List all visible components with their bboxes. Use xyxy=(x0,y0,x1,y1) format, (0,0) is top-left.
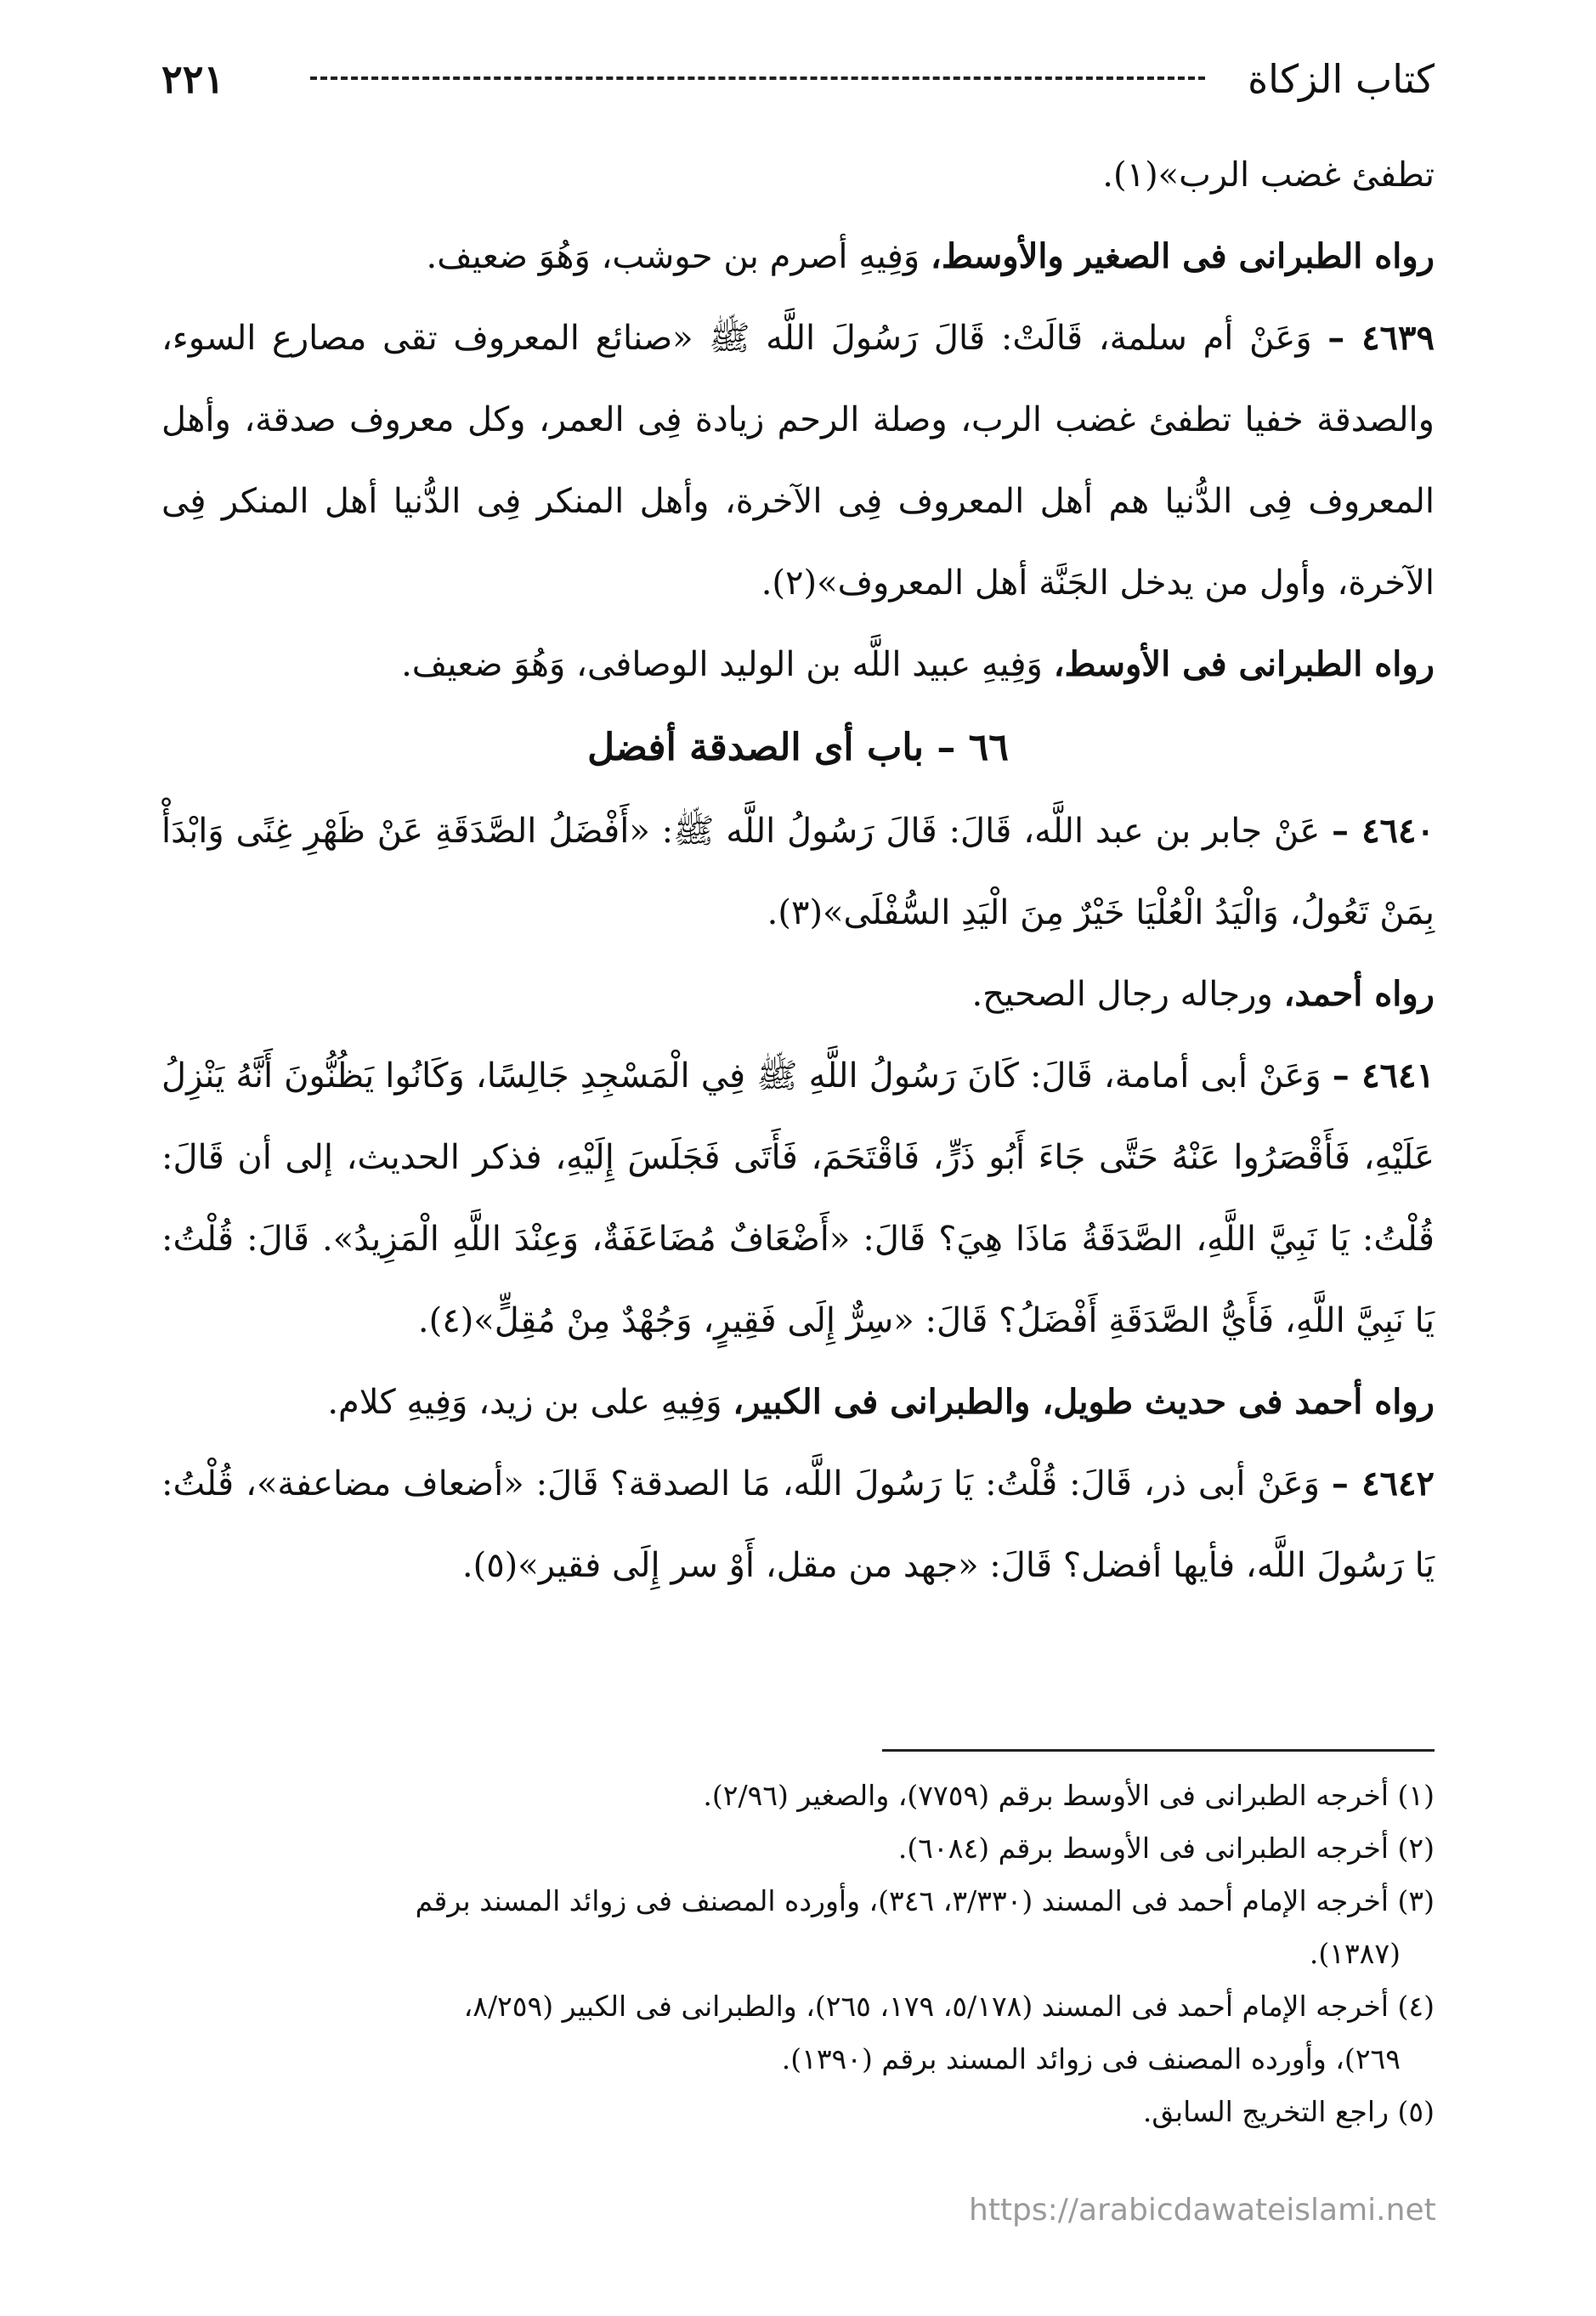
hadith-number: ٤٦٤١ – xyxy=(1332,1056,1435,1096)
source-note xyxy=(161,1362,1435,1443)
source-text: وَفِيهِ عبيد اللَّه بن الوليد الوصافى، وَهُوَ ضعيف. xyxy=(401,645,1054,684)
footnote-separator xyxy=(882,1749,1435,1752)
source-text: وَفِيهِ أصرم بن حوشب، وَهُوَ ضعيف. xyxy=(426,237,931,276)
page-number: ٢٢١ xyxy=(161,56,225,102)
hadith-paragraph xyxy=(161,790,1435,954)
footnote-text: (١) أخرجه الطبرانى فى الأوسط برقم (٧٧٥٩)، والصغير (٢/٩٦). xyxy=(703,1779,1435,1812)
hadith-text: وَعَنْ أبى ذر، قَالَ: قُلْتُ: يَا رَسُولَ اللَّه، مَا الصدقة؟ قَالَ: «أضعاف مضاعفة»، قُلْتُ: يَا رَسُولَ اللَّه، فأيها أفضل؟ قَالَ: «جهد من مقل، أَوْ سر إِلَى فقير»(٥). xyxy=(161,1464,1435,1585)
footnote-text: (٥) راجع التخريج السابق. xyxy=(1142,2095,1435,2128)
source-text: وَفِيهِ على بن زيد، وَفِيهِ كلام. xyxy=(327,1383,733,1422)
footnote-text: (٣) أخرجه الإمام أحمد فى المسند (٣/٣٣٠، ٣٤٦)، وأورده المصنف فى زوائد المسند برقم xyxy=(415,1884,1435,1917)
source-lead: رواه الطبرانى فى الأوسط، xyxy=(1053,644,1435,684)
main-text xyxy=(161,134,1435,1606)
footnote xyxy=(161,1980,1435,2086)
page-header xyxy=(161,49,1435,109)
header-dashed-rule xyxy=(310,76,1205,80)
source-lead: رواه أحمد فى حديث طويل، والطبرانى فى الكبير، xyxy=(733,1382,1435,1422)
hadith-number: ٤٦٣٩ – xyxy=(1327,318,1435,358)
source-note xyxy=(161,954,1435,1035)
footnote xyxy=(161,1770,1435,1822)
hadith-text: وَعَنْ أبى أمامة، قَالَ: كَانَ رَسُولُ اللَّهِ ﷺ فِي الْمَسْجِدِ جَالِسًا، وَكَانُوا يَظُنُّونَ أَنَّهُ يَنْزِلُ عَلَيْهِ، فَأَقْصَرُوا عَنْهُ حَتَّى جَاءَ أَبُو ذَرٍّ، فَاقْتَحَمَ، فَأَتَى فَجَلَسَ إِلَيْهِ، فذكر الحديث، إلى أن قَالَ: قُلْتُ: يَا نَبِيَّ اللَّهِ، الصَّدَقَةُ مَاذَا هِيَ؟ قَالَ: «أَضْعَافٌ مُضَاعَفَةٌ، وَعِنْدَ اللَّهِ الْمَزِيدُ». قَالَ: قُلْتُ: يَا نَبِيَّ اللَّهِ، فَأَيُّ الصَّدَقَةِ أَفْضَلُ؟ قَالَ: «سِرٌّ إِلَى فَقِيرٍ، وَجُهْدٌ مِنْ مُقِلٍّ»(٤). xyxy=(161,1056,1435,1340)
hadith-text: وَعَنْ أم سلمة، قَالَتْ: قَالَ رَسُولَ اللَّه ﷺ «صنائع المعروف تقى مصارع السوء، والصدقة خفيا تطفئ غضب الرب، وصلة الرحم زيادة فِى العمر، وكل معروف صدقة، وأهل المعروف فِى الدُّنيا هم أهل المعروف فِى الآخرة، وأهل المنكر فِى الدُّنيا أهل المنكر فِى الآخرة، وأول من يدخل الجَنَّة أهل المعروف»(٢). xyxy=(161,319,1435,603)
source-note xyxy=(161,624,1435,705)
footnote-continuation: (١٣٨٧). xyxy=(1309,1937,1401,1970)
hadith-paragraph xyxy=(161,1443,1435,1606)
footnote-text: (٤) أخرجه الإمام أحمد فى المسند (٥/١٧٨، ١٧٩، ٢٦٥)، والطبرانى فى الكبير (٨/٢٥٩، xyxy=(463,1990,1435,2023)
paragraph-continuation xyxy=(161,134,1435,216)
source-lead: رواه أحمد، xyxy=(1283,974,1435,1014)
source-note xyxy=(161,216,1435,297)
footnote-text: (٢) أخرجه الطبرانى فى الأوسط برقم (٦٠٨٤). xyxy=(897,1832,1435,1865)
source-lead: رواه الطبرانى فى الصغير والأوسط، xyxy=(930,236,1435,276)
running-title: كتاب الزكاة xyxy=(1248,56,1435,102)
hadith-number: ٤٦٤٢ – xyxy=(1331,1464,1435,1503)
hadith-paragraph xyxy=(161,1035,1435,1362)
source-text: ورجاله رجال الصحيح. xyxy=(971,975,1284,1014)
footnote xyxy=(161,1875,1435,1980)
chapter-heading: ٦٦ – باب أى الصدقة أفضل xyxy=(587,726,1009,769)
paragraph-text: تطفئ غضب الرب»(١). xyxy=(1102,156,1435,195)
watermark-url: https://arabicdawateislami.net xyxy=(969,2193,1436,2228)
footnote xyxy=(161,1822,1435,1875)
hadith-paragraph xyxy=(161,297,1435,624)
footnotes xyxy=(161,1770,1435,2138)
hadith-text: عَنْ جابر بن عبد اللَّه، قَالَ: قَالَ رَسُولُ اللَّه ﷺ: «أَفْضَلُ الصَّدَقَةِ عَنْ ظَهْرِ غِنًى وَابْدَأْ بِمَنْ تَعُولُ، وَالْيَدُ الْعُلْيَا خَيْرٌ مِنَ الْيَدِ السُّفْلَى»(٣). xyxy=(161,812,1435,932)
footnote-continuation: ٢٦٩)، وأورده المصنف فى زوائد المسند برقم (١٣٩٠). xyxy=(781,2042,1401,2075)
footnote xyxy=(161,2086,1435,2138)
hadith-number: ٤٦٤٠ – xyxy=(1332,811,1435,851)
